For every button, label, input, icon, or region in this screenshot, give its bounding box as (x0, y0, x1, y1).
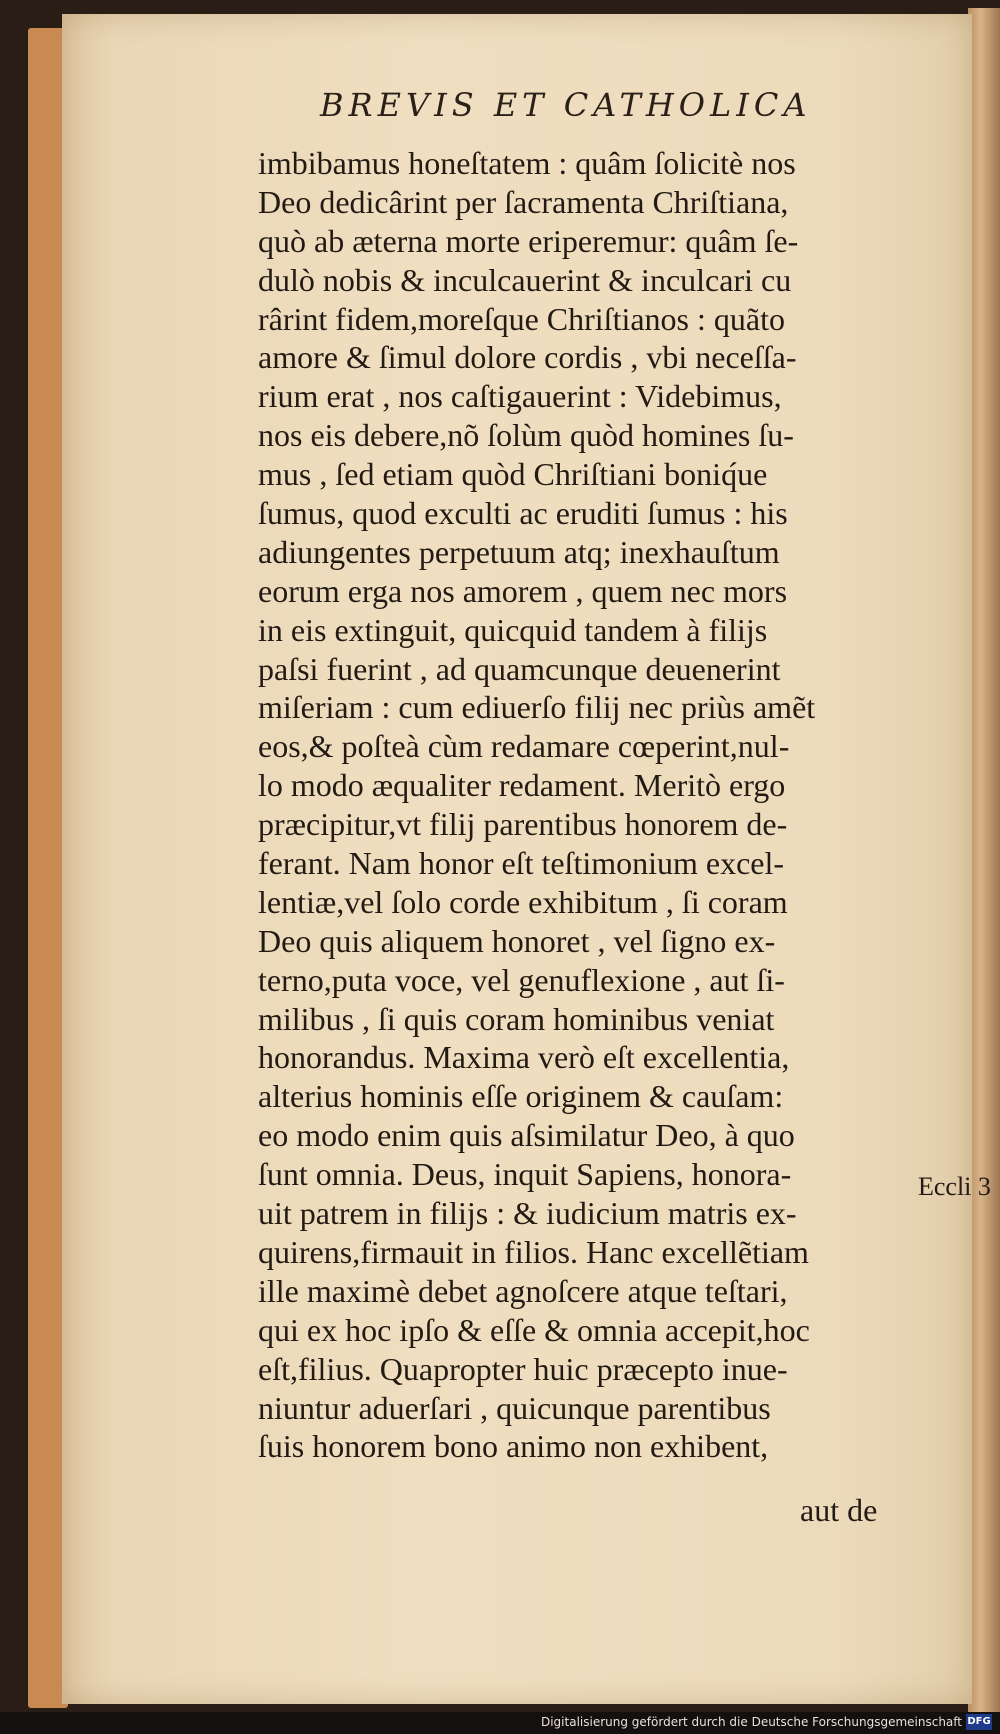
text-line: miſeriam : cum ediuerſo filij nec priùs amẽt (258, 689, 816, 726)
text-line: ſuis honorem bono animo non exhibent, (258, 1428, 769, 1465)
text-line: niuntur aduerſari , quicunque parentibus (258, 1389, 771, 1426)
body-text (258, 144, 918, 1466)
funding-credit: Digitalisierung gefördert durch die Deutsche Forschungsgemeinschaft (540, 1715, 962, 1729)
text-line: quirens,firmauit in filios. Hanc excellẽtiam (258, 1233, 809, 1270)
text-line: ferant. Nam honor eſt teſtimonium excel- (258, 845, 785, 882)
text-line: quò ab æterna morte eriperemur: quâm ſe- (258, 222, 799, 259)
text-line: Deo dedicârint per ſacramenta Chriſtiana, (258, 183, 789, 220)
catchword: aut de (800, 1492, 878, 1528)
text-line: in eis extinguit, quicquid tandem à filijs (258, 611, 768, 648)
text-line: eo modo enim quis aſsimilatur Deo, à quo (258, 1117, 795, 1154)
text-line: qui ex hoc ipſo & eſſe & omnia accepit,hoc (258, 1311, 810, 1348)
text-line: paſsi fuerint , ad quamcunque deuenerint (258, 650, 781, 687)
page-edge-right (968, 8, 1000, 1718)
dfg-logo: DFG (966, 1714, 992, 1730)
text-line: ſumus, quod exculti ac eruditi ſumus : his (258, 495, 788, 532)
text-line: adiungentes perpetuum atq; inexhauſtum (258, 533, 780, 570)
text-line: amore & ſimul dolore cordis , vbi neceſſa- (258, 339, 797, 376)
text-line: præcipitur,vt filij parentibus honorem de- (258, 806, 788, 843)
text-line: ille maximè debet agnoſcere atque teſtari, (258, 1272, 788, 1309)
text-line: terno,puta voce, vel genuflexione , aut ſi- (258, 961, 785, 998)
text-line: eſt,filius. Quapropter huic præcepto inue- (258, 1350, 788, 1387)
text-line: alterius hominis eſſe originem & cauſam: (258, 1078, 784, 1115)
text-line: eos,& poſteà cùm redamare cœperint,nul- (258, 728, 790, 765)
text-line: rium erat , nos caſtigauerint : Videbimus, (258, 378, 782, 415)
text-line: nos eis debere,nõ ſolùm quòd homines ſu- (258, 417, 794, 454)
text-line: Deo quis aliquem honoret , vel ſigno ex- (258, 922, 776, 959)
text-line: milibus , ſi quis coram hominibus veniat (258, 1000, 775, 1037)
text-line: ſunt omnia. Deus, inquit Sapiens, honora- (258, 1156, 792, 1193)
text-line: dulò nobis & inculcauerint & inculcari cu (258, 261, 792, 298)
running-head: BREVIS ET CATHOLICA (320, 86, 812, 124)
margin-note: Eccli 3 (918, 1172, 991, 1201)
text-line: eorum erga nos amorem , quem nec mors (258, 572, 788, 609)
text-line: mus , ſed etiam quòd Chriſtiani boniq́ue (258, 456, 768, 493)
text-line: lo modo æqualiter redament. Meritò ergo (258, 767, 786, 804)
text-line: honorandus. Maxima verò eſt excellentia, (258, 1039, 790, 1076)
text-line: imbibamus honeſtatem : quâm ſolicitè nos (258, 145, 796, 181)
text-line: rârint fidem,moreſque Chriſtianos : quãto (258, 300, 785, 337)
text-line: lentiæ,vel ſolo corde exhibitum , ſi coram (258, 883, 788, 920)
text-line: uit patrem in filijs : & iudicium matris ex- (258, 1195, 797, 1232)
